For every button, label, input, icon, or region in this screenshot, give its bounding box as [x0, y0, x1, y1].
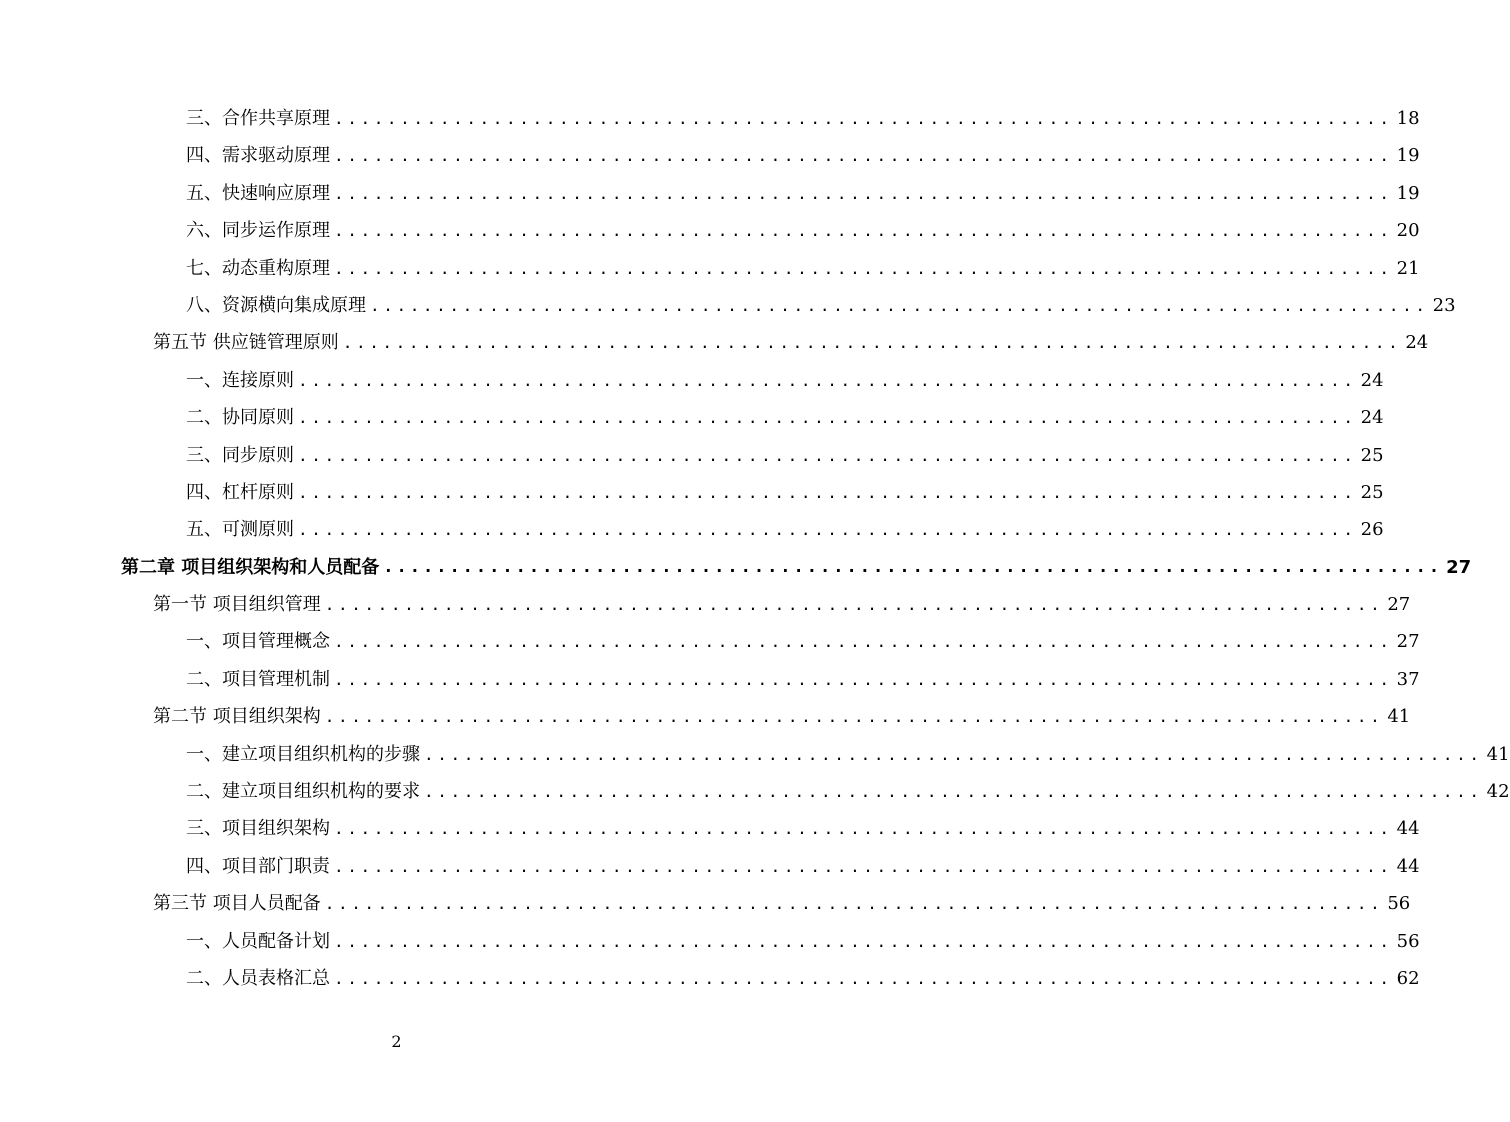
toc-entry[interactable] — [0, 100, 1420, 137]
toc-entry-page: 27 — [1446, 556, 1472, 578]
toc-entry[interactable] — [0, 474, 1384, 511]
toc-entry-title: 四、需求驱动原理 — [186, 145, 330, 167]
toc-entry-title: 一、建立项目组织机构的步骤 — [186, 743, 420, 765]
toc-entry-page: 19 — [1396, 145, 1420, 167]
toc-entry-page: 21 — [1396, 257, 1420, 279]
toc-entry-title: 一、连接原则 — [186, 369, 294, 391]
toc-dot-leader: ................................................................................ — [334, 258, 1393, 278]
toc-entry-title: 第一节 项目组织管理 — [153, 594, 321, 616]
toc-entry-page: 24 — [1405, 332, 1429, 354]
toc-dot-leader: ................................................................................ — [342, 333, 1402, 353]
toc-entry-page: 25 — [1360, 481, 1384, 503]
toc-dot-leader: ................................................................................ — [334, 632, 1393, 652]
toc-dot-leader: ................................................................................ — [334, 109, 1393, 128]
toc-entry[interactable] — [0, 885, 1411, 922]
toc-entry[interactable] — [0, 810, 1420, 847]
toc-entry-page: 25 — [1360, 444, 1384, 466]
toc-entry-page: 24 — [1360, 407, 1384, 429]
toc-dot-leader: ................................................................................ — [298, 408, 1357, 428]
toc-entry-page: 56 — [1396, 930, 1420, 952]
toc-entry[interactable] — [0, 324, 1429, 361]
toc-entry-title: 八、资源横向集成原理 — [186, 294, 366, 316]
toc-dot-leader: ................................................................................ — [334, 183, 1393, 203]
toc-entry-page: 24 — [1360, 369, 1384, 391]
toc-entry[interactable] — [0, 250, 1420, 287]
toc-entry-title: 三、合作共享原理 — [186, 108, 330, 129]
toc-entry[interactable] — [0, 212, 1420, 249]
toc-entry-page: 41 — [1387, 706, 1411, 728]
toc-entry-page: 19 — [1396, 182, 1420, 204]
toc-dot-leader: ................................................................................ — [298, 520, 1357, 540]
toc-entry[interactable] — [0, 960, 1420, 997]
toc-entry[interactable] — [0, 736, 1510, 773]
toc-entry[interactable] — [0, 287, 1456, 324]
toc-entry-page: 62 — [1396, 967, 1420, 989]
toc-dot-leader: ................................................................................ — [370, 295, 1429, 315]
toc-entry-title: 七、动态重构原理 — [186, 257, 330, 279]
toc-entry[interactable] — [0, 848, 1420, 885]
toc-entry-title: 第二节 项目组织架构 — [153, 706, 321, 728]
toc-dot-leader: ................................................................................ — [334, 931, 1393, 951]
toc-entry[interactable] — [0, 137, 1420, 174]
toc-entry[interactable] — [0, 923, 1420, 960]
toc-entry[interactable] — [0, 437, 1384, 474]
toc-dot-leader: ................................................................................ — [324, 707, 1384, 727]
toc-entry[interactable] — [0, 511, 1384, 548]
toc-entry-title: 第五节 供应链管理原则 — [153, 332, 339, 354]
toc-entry-page: 37 — [1396, 668, 1420, 690]
toc-entry-page: 44 — [1396, 855, 1420, 877]
toc-entry[interactable] — [0, 549, 1472, 586]
toc-entry[interactable] — [0, 175, 1420, 212]
toc-dot-leader: ................................................................................ — [324, 894, 1384, 914]
toc-dot-leader: ................................................................................ — [334, 968, 1393, 988]
toc-entry-title: 二、项目管理机制 — [186, 668, 330, 690]
toc-entry-page: 26 — [1360, 519, 1384, 541]
toc-entry-page: 27 — [1387, 594, 1411, 616]
toc-entry-page: 44 — [1396, 818, 1420, 840]
toc-entry-title: 第三节 项目人员配备 — [153, 893, 321, 915]
toc-entry-title: 三、项目组织架构 — [186, 818, 330, 840]
toc-entry[interactable] — [0, 586, 1411, 623]
toc-entry-title: 四、项目部门职责 — [186, 855, 330, 877]
toc-dot-leader: ................................................................................ — [334, 856, 1393, 876]
toc-entry-title: 三、同步原则 — [186, 444, 294, 466]
toc-dot-leader: ................................................................................ — [424, 782, 1483, 802]
toc-entry-title: 二、建立项目组织机构的要求 — [186, 781, 420, 803]
toc-entry-page: 42 — [1486, 781, 1510, 803]
toc-dot-leader: ................................................................................ — [298, 370, 1357, 390]
toc-entry-title: 第二章 项目组织架构和人员配备 — [121, 556, 380, 578]
toc-dot-leader: ................................................................................ — [424, 744, 1483, 764]
toc-entry-title: 五、快速响应原理 — [186, 182, 330, 204]
toc-entry-title: 一、项目管理概念 — [186, 631, 330, 653]
toc-dot-leader: ................................................................................ — [334, 819, 1393, 839]
toc-entry[interactable] — [0, 698, 1411, 735]
toc-entry-title: 四、杠杆原则 — [186, 481, 294, 503]
toc-entry[interactable] — [0, 661, 1420, 698]
toc-entry-page: 27 — [1396, 631, 1420, 653]
toc-entry[interactable] — [0, 399, 1384, 436]
toc-entry-page: 41 — [1486, 743, 1510, 765]
toc-entry-title: 一、人员配备计划 — [186, 930, 330, 952]
toc-entry-page: 20 — [1396, 220, 1420, 242]
toc-entry-title: 六、同步运作原理 — [186, 220, 330, 242]
toc-dot-leader: ................................................................................ — [334, 669, 1393, 689]
toc-dot-leader: ................................................................................ — [324, 595, 1384, 615]
toc-entry-title: 五、可测原则 — [186, 519, 294, 541]
toc-dot-leader: ................................................................................ — [334, 221, 1393, 241]
table-of-contents — [0, 100, 1510, 997]
toc-entry-title: 二、协同原则 — [186, 407, 294, 429]
toc-entry-page: 18 — [1396, 108, 1420, 129]
page-number: 2 — [391, 1032, 402, 1051]
toc-entry-title: 二、人员表格汇总 — [186, 967, 330, 989]
toc-entry[interactable] — [0, 362, 1384, 399]
toc-dot-leader: ................................................................................ — [298, 482, 1357, 502]
toc-dot-leader: ................................................................................ — [383, 556, 1443, 577]
toc-entry[interactable] — [0, 773, 1510, 810]
toc-entry-page: 23 — [1432, 294, 1456, 316]
toc-dot-leader: ................................................................................ — [334, 146, 1393, 166]
toc-entry-page: 56 — [1387, 893, 1411, 915]
toc-dot-leader: ................................................................................ — [298, 445, 1357, 465]
toc-entry[interactable] — [0, 623, 1420, 660]
